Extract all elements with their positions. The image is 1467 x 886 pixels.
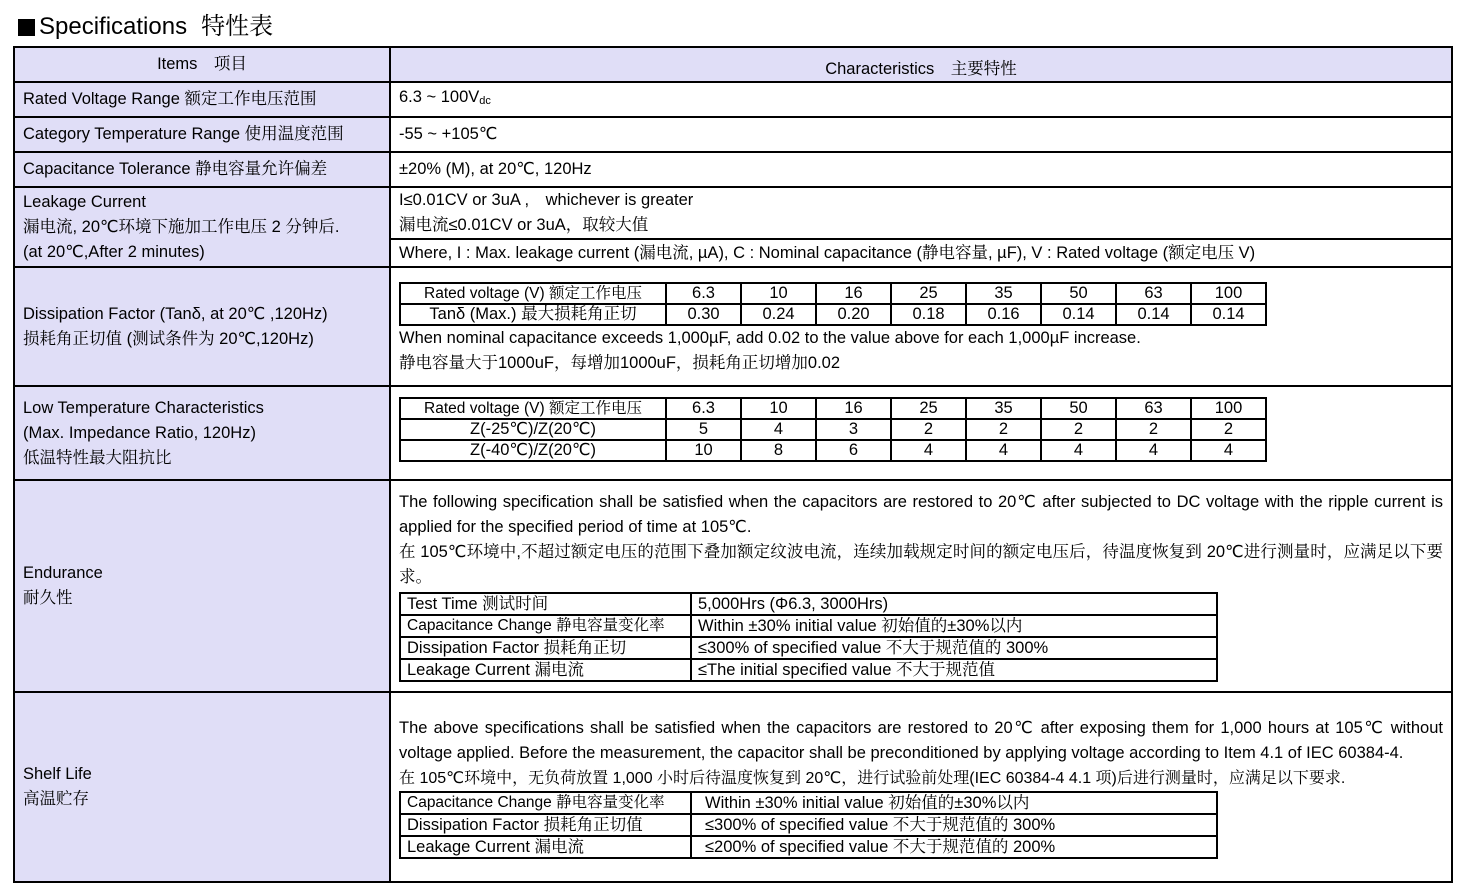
shelf-life-value xyxy=(390,692,1452,882)
endurance-key: Test Time 测试时间 xyxy=(400,593,691,615)
leakage-where: Where, I : Max. leakage current (漏电流, µA), C : Nominal capacitance (静电容量, µF), V : Rated voltage (额定电压 V) xyxy=(399,243,1256,262)
spec-table xyxy=(13,46,1453,883)
dissipation-table xyxy=(399,282,1267,326)
shelf-life-key: Leakage Current 漏电流 xyxy=(400,836,691,858)
shelf-life-key: Capacitance Change 静电容量变化率 xyxy=(400,792,691,814)
low-temp-z25-cell: 2 xyxy=(1116,419,1191,440)
dissipation-value xyxy=(390,267,1452,386)
dissipation-voltage-cell: 6.3 xyxy=(666,283,741,304)
low-temp-voltage-cell: 35 xyxy=(966,398,1041,419)
low-temp-voltage-cell: 63 xyxy=(1116,398,1191,419)
dissipation-tan-header: Tanδ (Max.) 最大损耗角正切 xyxy=(400,304,666,325)
low-temp-z40-cell: 8 xyxy=(741,440,816,461)
dissipation-tan-cell: 0.30 xyxy=(666,304,741,325)
shelf-life-val: Within ±30% initial value 初始值的±30%以内 xyxy=(691,792,1217,814)
dissipation-tan-cell: 0.14 xyxy=(1191,304,1266,325)
low-temp-z25-cell: 2 xyxy=(891,419,966,440)
shelf-life-val: ≤300% of specified value 不大于规范值的 300% xyxy=(691,814,1217,836)
row-capacitance-tolerance xyxy=(14,152,1452,187)
endurance-val: Within ±30% initial value 初始值的±30%以内 xyxy=(691,615,1217,637)
row-dissipation-factor xyxy=(14,267,1452,386)
rated-voltage-label: Rated Voltage Range 额定工作电压范围 xyxy=(14,82,390,117)
header-row xyxy=(14,47,1452,82)
endurance-text-cn: 在 105℃环境中,不超过额定电压的范围下叠加额定纹波电流，连续加载规定时间的额定电压后，待温度恢复到 20℃进行测量时，应满足以下要求。 xyxy=(399,543,1443,586)
low-temp-voltage-cell: 10 xyxy=(741,398,816,419)
dissipation-voltage-cell: 16 xyxy=(816,283,891,304)
row-leakage-current xyxy=(14,187,1452,267)
leakage-value xyxy=(390,187,1452,267)
endurance-key: Leakage Current 漏电流 xyxy=(400,659,691,681)
category-temp-value: -55 ~ +105℃ xyxy=(390,117,1452,152)
low-temp-z25-header: Z(-25℃)/Z(20℃) xyxy=(400,419,666,440)
dissipation-note-cn: 静电容量大于1000uF，每增加1000uF，损耗角正切增加0.02 xyxy=(399,353,841,372)
row-category-temperature xyxy=(14,117,1452,152)
cap-tolerance-label: Capacitance Tolerance 静电容量允许偏差 xyxy=(14,152,390,187)
low-temp-value xyxy=(390,386,1452,480)
dissipation-voltage-cell: 100 xyxy=(1191,283,1266,304)
low-temp-z40-cell: 4 xyxy=(891,440,966,461)
dissipation-voltage-cell: 63 xyxy=(1116,283,1191,304)
low-temp-voltage-header: Rated voltage (V) 额定工作电压 xyxy=(400,398,666,419)
shelf-life-table xyxy=(399,791,1218,859)
leakage-line1: I≤0.01CV or 3uA , whichever is greater xyxy=(399,191,694,209)
low-temp-z40-cell: 4 xyxy=(1191,440,1266,461)
dissipation-voltage-cell: 25 xyxy=(891,283,966,304)
row-shelf-life xyxy=(14,692,1452,882)
row-endurance xyxy=(14,480,1452,692)
endurance-table xyxy=(399,592,1218,682)
page-title-en: Specifications xyxy=(39,13,188,40)
page-title-cn: 特性表 xyxy=(201,13,274,40)
low-temp-table xyxy=(399,397,1267,462)
low-temp-z40-cell: 10 xyxy=(666,440,741,461)
header-characteristics: Characteristics 主要特性 xyxy=(390,47,1452,82)
dissipation-tan-cell: 0.18 xyxy=(891,304,966,325)
dissipation-voltage-cell: 35 xyxy=(966,283,1041,304)
low-temp-z25-cell: 2 xyxy=(966,419,1041,440)
shelf-life-key: Dissipation Factor 损耗角正切值 xyxy=(400,814,691,836)
shelf-life-text-en: The above specifications shall be satisfied when the capacitors are restored to 20℃ after exposing them for 1,000 hours at 105℃ without voltage applied. Before the measurement, the capacitor shall be preconditioned by applying voltage according to Item 4.1 of IEC 60384-4. xyxy=(399,718,1443,762)
endurance-val: 5,000Hrs (Φ6.3, 3000Hrs) xyxy=(691,593,1217,615)
low-temp-z40-cell: 4 xyxy=(1116,440,1191,461)
dissipation-tan-cell: 0.24 xyxy=(741,304,816,325)
endurance-val: ≤The initial specified value 不大于规范值 xyxy=(691,659,1217,681)
header-items: Items 项目 xyxy=(14,47,390,82)
low-temp-voltage-cell: 25 xyxy=(891,398,966,419)
low-temp-z25-cell: 5 xyxy=(666,419,741,440)
endurance-key: Dissipation Factor 损耗角正切 xyxy=(400,637,691,659)
dissipation-tan-cell: 0.20 xyxy=(816,304,891,325)
category-temp-label: Category Temperature Range 使用温度范围 xyxy=(14,117,390,152)
dissipation-note-en: When nominal capacitance exceeds 1,000µF, add 0.02 to the value above for each 1,000µF increase. xyxy=(399,328,1141,347)
endurance-val: ≤300% of specified value 不大于规范值的 300% xyxy=(691,637,1217,659)
leakage-label: Leakage Current 漏电流, 20℃环境下施加工作电压 2 分钟后. (at 20℃,After 2 minutes) xyxy=(14,187,390,267)
low-temp-z40-header: Z(-40℃)/Z(20℃) xyxy=(400,440,666,461)
low-temp-z40-cell: 4 xyxy=(1041,440,1116,461)
dissipation-voltage-header: Rated voltage (V) 额定工作电压 xyxy=(400,283,666,304)
low-temp-voltage-cell: 100 xyxy=(1191,398,1266,419)
row-rated-voltage xyxy=(14,82,1452,117)
endurance-text-en: The following specification shall be satisfied when the capacitors are restored to 20℃ after subjected to DC voltage with the ripple current is applied for the specified period of time at 105℃. xyxy=(399,493,1443,536)
low-temp-z25-cell: 2 xyxy=(1191,419,1266,440)
dissipation-tan-cell: 0.14 xyxy=(1041,304,1116,325)
low-temp-z40-cell: 6 xyxy=(816,440,891,461)
cap-tolerance-value: ±20% (M), at 20℃, 120Hz xyxy=(390,152,1452,187)
rated-voltage-sub: dc xyxy=(479,95,491,107)
low-temp-z40-cell: 4 xyxy=(966,440,1041,461)
dissipation-voltage-cell: 50 xyxy=(1041,283,1116,304)
low-temp-label: Low Temperature Characteristics (Max. Impedance Ratio, 120Hz) 低温特性最大阻抗比 xyxy=(14,386,390,480)
shelf-life-val: ≤200% of specified value 不大于规范值的 200% xyxy=(691,836,1217,858)
endurance-label: Endurance 耐久性 xyxy=(14,480,390,692)
low-temp-z25-cell: 2 xyxy=(1041,419,1116,440)
low-temp-z25-cell: 3 xyxy=(816,419,891,440)
low-temp-voltage-cell: 6.3 xyxy=(666,398,741,419)
endurance-key: Capacitance Change 静电容量变化率 xyxy=(400,615,691,637)
low-temp-voltage-cell: 16 xyxy=(816,398,891,419)
dissipation-tan-cell: 0.16 xyxy=(966,304,1041,325)
square-bullet-icon xyxy=(18,19,35,36)
row-low-temperature xyxy=(14,386,1452,480)
page-title xyxy=(18,12,273,42)
low-temp-voltage-cell: 50 xyxy=(1041,398,1116,419)
dissipation-tan-cell: 0.14 xyxy=(1116,304,1191,325)
dissipation-voltage-cell: 10 xyxy=(741,283,816,304)
endurance-value xyxy=(390,480,1452,692)
low-temp-z25-cell: 4 xyxy=(741,419,816,440)
shelf-life-text-cn: 在 105℃环境中，无负荷放置 1,000 小时后待温度恢复到 20℃，进行试验前处理(IEC 60384-4 4.1 项)后进行测量时，应满足以下要求. xyxy=(399,769,1346,787)
leakage-line2: 漏电流≤0.01CV or 3uA，取较大值 xyxy=(399,216,649,234)
shelf-life-label: Shelf Life 高温贮存 xyxy=(14,692,390,882)
rated-voltage-value: 6.3 ~ 100Vdc xyxy=(390,82,1452,117)
dissipation-label: Dissipation Factor (Tanδ, at 20℃ ,120Hz) 损耗角正切值 (测试条件为 20℃,120Hz) xyxy=(14,267,390,386)
